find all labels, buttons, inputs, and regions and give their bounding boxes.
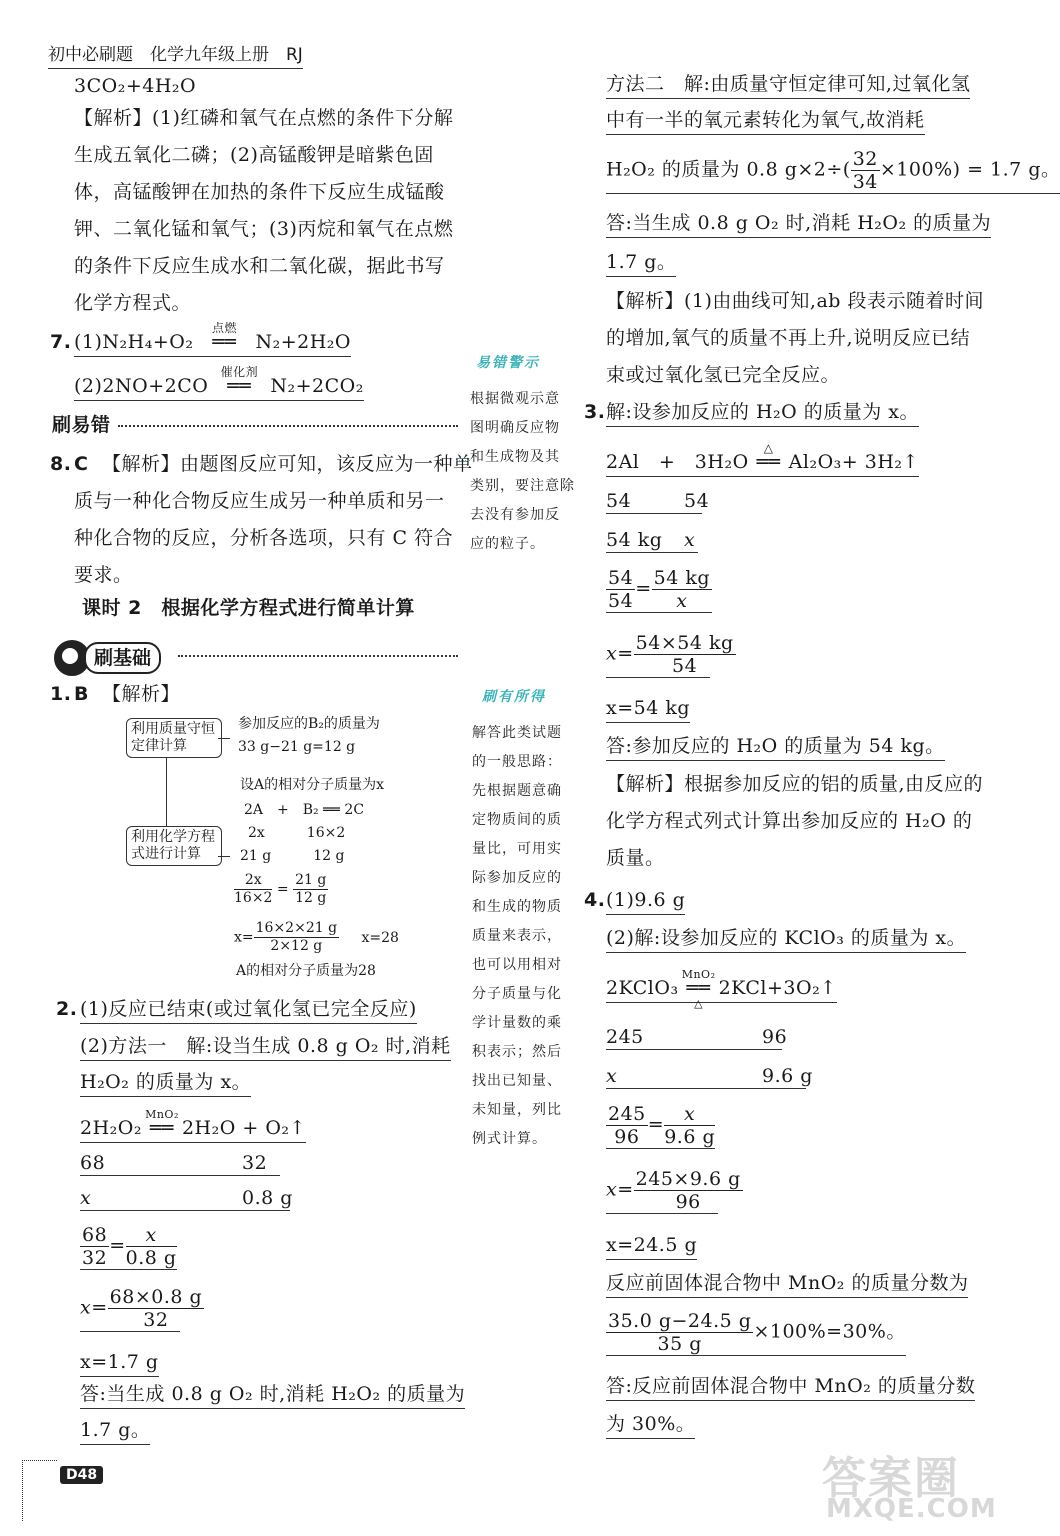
equation [606, 968, 837, 1010]
equation-products: N₂+2H₂O [255, 331, 351, 353]
text-line: 【解析】(1)红磷和氧气在点燃的条件下分解 [74, 107, 454, 129]
fraction-numerator: 35.0 g−24.5 g [608, 1310, 752, 1332]
section-label-jichu: 刷基础 [84, 642, 161, 674]
side-text-line: 际参加反应的 [472, 870, 562, 886]
text-line: (2)方法一 解:设当生成 0.8 g O₂ 时,消耗 [80, 1034, 451, 1061]
question-number: 3. [584, 401, 606, 423]
answer-letter: B [74, 683, 89, 705]
reaction-condition: △ [694, 997, 704, 1010]
fraction-numerator: 54×54 kg [635, 632, 734, 654]
side-text-line: 图明确反应物 [470, 420, 560, 436]
text-line: 化学方程式。 [74, 292, 192, 314]
question-number: 2. [56, 998, 78, 1020]
text-line: (2)解:设参加反应的 KClO₃ 的质量为 x。 [606, 926, 966, 953]
result: x=54 kg [606, 696, 690, 723]
fraction-numerator: 21 g [295, 872, 327, 888]
mass-ratio-row [606, 528, 698, 553]
dotted-divider [118, 425, 458, 427]
diagram-box-equation: 利用化学方程式进行计算 [126, 826, 222, 866]
diagram-connector [166, 758, 167, 826]
side-text-line: 的一般思路： [472, 754, 562, 770]
equation-products: 2KCl+3O₂↑ [718, 977, 837, 999]
diagram-result: x=28 [361, 929, 399, 946]
text-segment: ×100%=30%。 [753, 1320, 906, 1343]
text-line: 方法二 解:由质量守恒定律可知,过氧化氢 [606, 72, 970, 99]
fraction-numerator: 245 [608, 1103, 646, 1125]
mass-value: 245 [606, 1026, 644, 1048]
equation-arrow: MnO₂ ══ [142, 1116, 182, 1140]
text-line: 质量。 [606, 847, 665, 869]
side-text-line: 积表示；然后 [472, 1044, 562, 1060]
side-text-line: 定物质间的质 [472, 812, 562, 828]
fraction-denominator: 96 [675, 1191, 701, 1213]
answer-line: 为 30%。 [606, 1412, 695, 1439]
reaction-condition: 点燃 [211, 321, 237, 335]
equation [606, 441, 919, 477]
result: x=24.5 g [606, 1233, 697, 1260]
text-line: 生成五氧化二磷；(2)高锰酸钾是暗紫色固 [74, 144, 434, 166]
fraction-denominator: 12 g [295, 890, 327, 906]
mass-ratio-row [80, 1151, 280, 1176]
mass-value: 54 kg [606, 529, 663, 551]
reaction-condition: 催化剂 [220, 365, 259, 379]
mass-value: 68 [80, 1152, 106, 1174]
fraction-denominator: 2×12 g [270, 938, 323, 954]
diagram-text: 参加反应的B₂的质量为 [238, 716, 380, 732]
text-line: 种化合物的反应，分析各选项，只有 C 符合 [74, 527, 454, 549]
fraction-denominator: 0.8 g [125, 1247, 177, 1269]
diagram-text: 2A + B₂ ══ 2C [244, 802, 365, 818]
proportion: $\frac{68}{32}$ = $\frac{x}{0.8 g}$ [82, 1224, 177, 1269]
equation-arrow: 点燃 ══ [193, 330, 255, 354]
reaction-condition: MnO₂ [681, 968, 716, 981]
diagram-text: 33 g−21 g=12 g [238, 739, 356, 755]
fraction-denominator: 54 [672, 655, 698, 677]
fraction-denominator: 32 [82, 1247, 108, 1269]
reaction-condition: △ [763, 441, 774, 455]
side-text-line: 质量来表示， [472, 928, 562, 944]
text-line: 化学方程式列式计算出参加反应的 H₂O 的 [606, 810, 973, 832]
text-segment: H₂O₂ 的质量为 0.8 g×2÷( [606, 158, 851, 181]
solve-step: x= $\frac{68\times 0.8 g}{32}$ [80, 1286, 203, 1331]
side-text-line: 学计量数的乘 [472, 1015, 562, 1031]
diagram-connector [218, 738, 230, 739]
diagram-text: A的相对分子质量为28 [236, 963, 376, 979]
percentage-calc [606, 1310, 906, 1356]
mass-ratio-row [606, 489, 710, 514]
answer-line: 答:当生成 0.8 g O₂ 时,消耗 H₂O₂ 的质量为 [606, 211, 991, 238]
text-line: 质与一种化合物反应生成另一种单质和另一 [74, 490, 445, 512]
side-text-line: 分子质量与化 [472, 986, 562, 1002]
badge-icon-inner [62, 648, 78, 664]
diagram-text: 21 g 12 g [240, 848, 345, 864]
side-text-line: 类别，要注意除 [470, 478, 575, 494]
side-title-warning: 易错警示 [476, 355, 540, 371]
question-number: 4. [584, 889, 606, 911]
equation-reactants: 2Al + 3H₂O [606, 451, 749, 473]
fraction-numerator: 68×0.8 g [109, 1286, 203, 1308]
answer-line: 答:参加反应的 H₂O 的质量为 54 kg。 [606, 734, 945, 761]
text-line: 反应前固体混合物中 MnO₂ 的质量分数为 [606, 1271, 968, 1298]
side-text-line: 和生成物及其 [470, 449, 560, 465]
equation-arrow: △ ══ [749, 450, 789, 474]
watermark-logo: 答案圈 [822, 1453, 960, 1504]
answer-line: 答:反应前固体混合物中 MnO₂ 的质量分数 [606, 1374, 975, 1401]
mass-value: 0.8 g [242, 1187, 293, 1209]
fraction-denominator: x [676, 590, 688, 612]
page-header [48, 40, 303, 65]
diagram-fraction: $\frac{2x}{16\times 2}$ = $\frac{21 g}{12 g}$ [234, 872, 327, 906]
mass-value: 96 [762, 1026, 788, 1048]
answer-line: 1.7 g。 [606, 250, 676, 277]
result: x=1.7 g [80, 1350, 159, 1377]
equation-reactants: 2KClO₃ [606, 977, 679, 999]
question-number: 7. [50, 331, 72, 353]
side-text-line: 和生成的物质 [472, 899, 562, 915]
mass-value: 32 [242, 1152, 268, 1174]
answer-letter: C [74, 453, 89, 475]
equation [74, 321, 351, 357]
fraction-denominator: 16×2 [234, 890, 273, 906]
fraction-numerator: 54 kg [653, 567, 711, 589]
side-text-line: 根据微观示意 [470, 391, 560, 407]
text-segment: ×100%) = 1.7 g。 [879, 158, 1060, 181]
mass-value: 9.6 g [762, 1065, 813, 1087]
mass-value: 54 [684, 490, 710, 512]
answer-line: 1.7 g。 [80, 1418, 150, 1445]
text-line: 的增加,氧气的质量不再上升,说明反应已结 [606, 327, 971, 349]
side-text-line: 也可以用相对 [472, 957, 562, 973]
side-title-summary: 刷有所得 [482, 689, 546, 705]
mass-ratio-row [606, 1025, 788, 1050]
mass-value: x [684, 529, 696, 551]
diagram-text: 设A的相对分子质量为x [240, 777, 385, 793]
diagram-text: 2x 16×2 [248, 825, 346, 841]
text-line: 【解析】(1)由曲线可知,ab 段表示随着时间 [606, 290, 984, 312]
diagram-connector [218, 856, 230, 857]
section-label-yicuo: 刷易错 [52, 414, 111, 436]
equation-arrow: 催化剂 ══ [208, 374, 270, 398]
question-number: 8. [50, 453, 72, 475]
side-text-line: 未知量，列比 [472, 1102, 562, 1118]
mass-value: x [606, 1065, 618, 1087]
fraction-denominator: 35 g [657, 1333, 702, 1355]
equation-reactants: (1)N₂H₄+O₂ [74, 331, 194, 353]
side-text-line: 去没有参加反 [470, 507, 560, 523]
fraction-denominator: 32 [143, 1309, 169, 1331]
proportion: $\frac{245}{96}$ = $\frac{x}{9.6 g}$ [608, 1103, 716, 1148]
equation-products: Al₂O₃+ 3H₂↑ [788, 451, 919, 473]
mass-ratio-row [606, 1064, 813, 1089]
equation-reactants: 2H₂O₂ [80, 1117, 142, 1139]
diagram-fraction: x= $\frac{16\times 2\times 21 g}{2\times 12 g}$ x=28 [234, 920, 399, 954]
answer-line: (1)反应已结束(或过氧化氢已完全反应) [80, 997, 417, 1024]
text-line: 3CO₂+4H₂O [74, 75, 197, 97]
text-line: 中有一半的氧元素转化为氧气,故消耗 [606, 108, 925, 135]
text-line: 【解析】 [102, 683, 181, 705]
side-text-line: 应的粒子。 [470, 536, 545, 552]
fraction-numerator: 16×2×21 g [255, 920, 338, 936]
equation-arrow: MnO₂ ══ △ [679, 976, 719, 1000]
text-line: 束或过氧化氢已完全反应。 [606, 364, 841, 386]
side-connector [456, 460, 470, 461]
proportion: $\frac{54}{54}$ = $\frac{54 kg}{x}$ [608, 567, 711, 612]
equation [80, 1108, 306, 1143]
text-line: 【解析】由题图反应可知，该反应为一种单 [102, 453, 473, 475]
lesson-title: 课时 2 根据化学方程式进行简单计算 [82, 597, 415, 619]
equation-products: 2H₂O + O₂↑ [181, 1117, 306, 1139]
mass-value: x [80, 1187, 92, 1209]
text-line: 的条件下反应生成水和二氧化碳，据此书写 [74, 255, 445, 277]
section-badge [54, 640, 170, 674]
text-line: 【解析】根据参加反应的铝的质量,由反应的 [606, 773, 984, 795]
text-line: 体，高锰酸钾在加热的条件下反应生成锰酸 [74, 181, 445, 203]
text-line: 钾、二氧化锰和氧气；(3)丙烷和氧气在点燃 [74, 218, 454, 240]
text-line: 解:设参加反应的 H₂O 的质量为 x。 [606, 400, 919, 427]
side-text-line: 先根据题意确 [472, 783, 562, 799]
fraction-denominator: 96 [614, 1126, 640, 1148]
question-number: 1. [50, 683, 72, 705]
watermark-url: MXQE.COM [826, 1494, 997, 1524]
page-number: D48 [60, 1466, 103, 1484]
fraction-denominator: 34 [852, 171, 878, 193]
fraction-denominator: 54 [608, 590, 634, 612]
side-text-line: 量比，可用实 [472, 841, 562, 857]
mass-value: 54 [606, 490, 632, 512]
text-line [606, 148, 1060, 194]
equation-reactants: (2)2NO+2CO [74, 375, 209, 397]
solve-step: x= $\frac{245\times 9.6 g}{96}$ [606, 1168, 741, 1213]
fraction-numerator: 2x [234, 872, 272, 890]
equation [74, 365, 364, 401]
side-text-line: 解答此类试题 [472, 725, 562, 741]
fraction-numerator: 54 [608, 567, 634, 589]
reaction-condition: MnO₂ [145, 1108, 179, 1121]
text-line: 要求。 [74, 564, 133, 586]
side-text-line: 例式计算。 [472, 1131, 547, 1147]
equation-products: N₂+2CO₂ [270, 375, 364, 397]
page-number-corner [22, 1460, 57, 1521]
fraction-numerator: x [126, 1224, 177, 1247]
fraction-numerator: x [664, 1103, 715, 1126]
mass-ratio-row [80, 1186, 293, 1211]
solve-step: x= $\frac{54\times 54 kg}{54}$ [606, 632, 734, 677]
answer-line: 答:当生成 0.8 g O₂ 时,消耗 H₂O₂ 的质量为 [80, 1382, 465, 1409]
dotted-divider [178, 655, 458, 657]
fraction-numerator: 32 [852, 148, 878, 170]
answer-line: (1)9.6 g [606, 888, 685, 915]
diagram-box-conservation: 利用质量守恒定律计算 [126, 718, 222, 758]
side-text-line: 找出已知量、 [472, 1073, 562, 1089]
header-title: 初中必刷题 化学九年级上册 RJ [48, 45, 303, 69]
fraction-denominator: 9.6 g [664, 1126, 716, 1148]
text-line: H₂O₂ 的质量为 x。 [80, 1070, 251, 1097]
fraction-numerator: 245×9.6 g [635, 1168, 741, 1190]
fraction-numerator: 68 [82, 1224, 108, 1246]
